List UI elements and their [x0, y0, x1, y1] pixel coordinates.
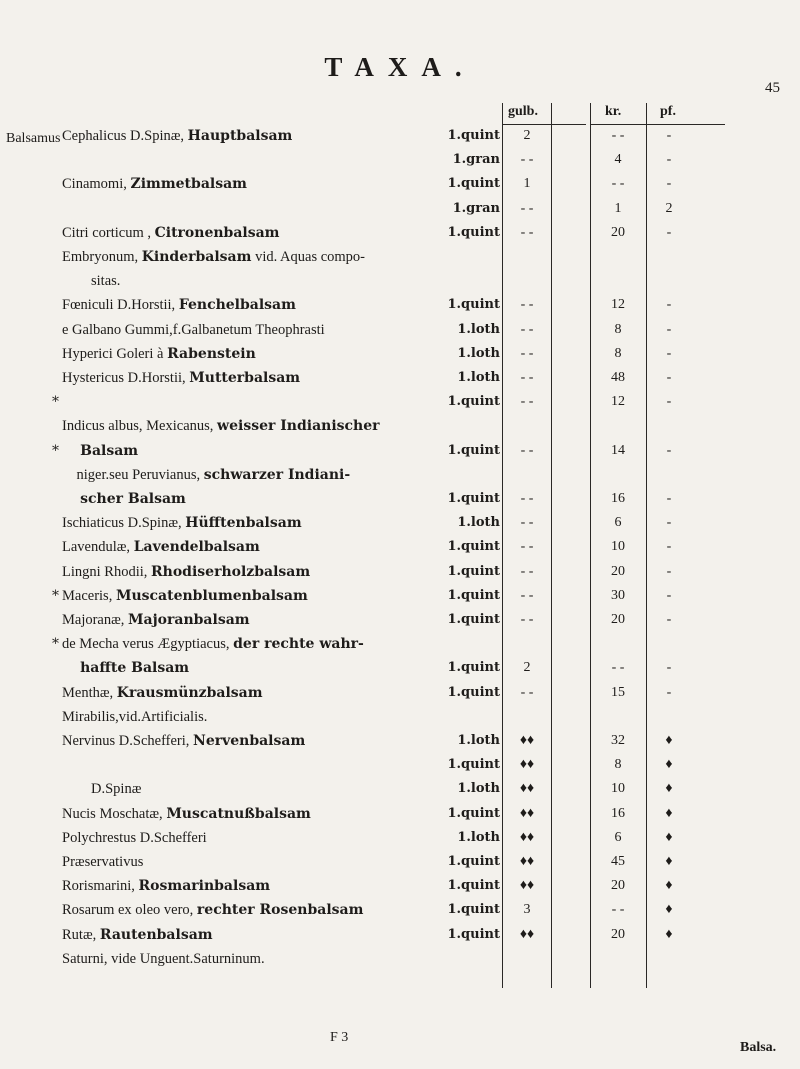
measure-unit: 1.quint: [447, 854, 500, 869]
price-gulden: - -: [520, 394, 534, 410]
price-kreuzer: 4: [614, 152, 622, 168]
table-row: [0, 539, 800, 562]
price-pfennig: ♦: [665, 757, 673, 773]
price-pfennig: ♦: [665, 781, 673, 797]
table-row: [0, 781, 800, 804]
price-kreuzer: 32: [611, 733, 625, 748]
price-kreuzer: 16: [611, 491, 625, 506]
german-name: Muscatnußbalsam: [166, 805, 311, 822]
price-gulden: ♦♦: [519, 854, 535, 869]
table-row: [0, 733, 800, 756]
entry-name: [62, 322, 325, 339]
latin-name: Hyperici Goleri à: [62, 345, 164, 362]
measure-unit: 1.quint: [447, 394, 500, 410]
price-gulden: - -: [520, 587, 534, 603]
german-name: Rosmarinbalsam: [138, 878, 271, 895]
price-pfennig: -: [666, 587, 672, 603]
catchword: Balsa.: [740, 1040, 777, 1055]
entry-note: vid. Aquas compo-: [251, 249, 366, 265]
price-kreuzer: 12: [611, 297, 625, 313]
price-pfennig: ♦: [665, 854, 673, 869]
table-row: [0, 709, 800, 732]
table-row: [0, 757, 800, 780]
measure-unit: 1.quint: [447, 902, 500, 918]
price-kreuzer: 8: [614, 321, 622, 337]
price-pfennig: ♦: [665, 878, 673, 894]
table-row: [0, 588, 800, 611]
latin-name: Ischiaticus D.Spinæ,: [62, 515, 182, 532]
measure-unit: 1.quint: [447, 297, 500, 313]
german-name: Rabenstein: [167, 345, 256, 362]
measure-unit: 1.quint: [447, 805, 500, 821]
price-gulden: - -: [520, 442, 534, 458]
price-kreuzer: 8: [614, 345, 622, 361]
price-pfennig: ♦: [665, 805, 673, 821]
price-pfennig: -: [666, 394, 672, 410]
table-row: [0, 830, 800, 853]
price-kreuzer: - -: [611, 176, 625, 192]
price-gulden: - -: [520, 224, 534, 240]
entry-name: [62, 781, 141, 798]
latin-name: [62, 660, 77, 676]
table-row: [0, 564, 800, 587]
price-gulden: - -: [520, 200, 534, 216]
entry-name: [62, 346, 256, 363]
measure-unit: 1.loth: [457, 829, 500, 845]
latin-name: Polychrestus D.Schefferi: [62, 829, 207, 846]
price-kreuzer: 20: [611, 224, 625, 240]
german-name: Muscatenblumenbalsam: [115, 587, 308, 604]
entry-name: [62, 225, 279, 242]
price-pfennig: -: [666, 684, 672, 700]
price-gulden: ♦♦: [519, 733, 535, 748]
latin-name: Præservativus: [62, 854, 144, 870]
price-kreuzer: - -: [611, 902, 625, 918]
measure-unit: 1.quint: [447, 926, 500, 942]
measure-unit: 1.quint: [447, 224, 500, 240]
measure-unit: 1.loth: [457, 345, 500, 361]
entry-name: [62, 854, 143, 871]
price-kreuzer: 45: [611, 854, 625, 869]
german-name: Hauptbalsam: [187, 128, 293, 144]
latin-name: Citri corticum ,: [62, 224, 151, 241]
table-row: [0, 467, 800, 490]
table-row: [0, 685, 800, 708]
price-kreuzer: 20: [611, 612, 625, 627]
table-row: [0, 854, 800, 877]
price-pfennig: -: [666, 321, 672, 337]
measure-unit: 1.quint: [447, 684, 500, 700]
price-pfennig: -: [666, 128, 672, 143]
price-gulden: - -: [520, 345, 534, 361]
price-kreuzer: 15: [611, 684, 625, 700]
price-gulden: 1: [523, 176, 531, 192]
price-gulden: - -: [520, 152, 534, 168]
price-kreuzer: 1: [614, 200, 622, 216]
measure-unit: 1.loth: [457, 781, 500, 797]
price-gulden: - -: [520, 370, 534, 385]
table-row: [0, 370, 800, 393]
entry-name: [62, 564, 310, 581]
table-row: [0, 394, 800, 417]
table-row: [0, 927, 800, 950]
price-kreuzer: 6: [614, 829, 622, 845]
german-name: Lavendelbalsam: [133, 539, 260, 556]
measure-unit: 1.gran: [452, 152, 500, 168]
entry-name: [62, 636, 364, 653]
german-name: Krausmünzbalsam: [116, 684, 263, 701]
german-name: Rautenbalsam: [99, 926, 213, 943]
latin-name: Lavendulæ,: [62, 539, 131, 556]
latin-name: Indicus albus, Mexicanus,: [62, 418, 214, 435]
entry-name: [62, 588, 308, 605]
latin-name: Cinamomi,: [62, 176, 127, 193]
entry-name: [62, 491, 186, 508]
measure-unit: 1.loth: [457, 321, 500, 337]
measure-unit: 1.gran: [452, 200, 500, 216]
latin-name: Lingni Rhodii,: [62, 563, 148, 580]
latin-name: [62, 491, 77, 507]
table-row: [0, 152, 800, 175]
measure-unit: 1.quint: [447, 612, 500, 627]
price-gulden: - -: [520, 539, 534, 555]
german-name: haffte Balsam: [80, 660, 190, 677]
table-row: [0, 346, 800, 369]
price-pfennig: -: [666, 224, 672, 240]
latin-name: de Mecha verus Ægyptiacus,: [62, 636, 230, 653]
price-pfennig: ♦: [665, 733, 673, 748]
table-row: [0, 951, 800, 974]
entry-name: [62, 685, 263, 702]
header-rule: [503, 124, 586, 125]
price-gulden: ♦♦: [519, 757, 535, 773]
price-gulden: ♦♦: [519, 926, 535, 942]
price-pfennig: -: [666, 515, 672, 531]
price-pfennig: -: [666, 612, 672, 627]
entry-name: [62, 176, 247, 193]
entry-name: [62, 902, 363, 919]
measure-unit: 1.quint: [447, 442, 500, 458]
entry-name: [62, 467, 350, 484]
german-name: scher Balsam: [80, 491, 186, 507]
latin-name: Mirabilis,vid.Artificialis.: [62, 708, 208, 725]
german-name: rechter Rosenbalsam: [196, 902, 364, 919]
price-pfennig: -: [666, 442, 672, 458]
price-gulden: ♦♦: [519, 878, 535, 894]
table-row: [0, 297, 800, 320]
latin-name: Hystericus D.Horstii,: [62, 370, 186, 386]
latin-name: Nucis Moschatæ,: [62, 805, 163, 822]
price-gulden: 2: [523, 128, 531, 143]
german-name: Nervenbalsam: [193, 733, 306, 749]
price-gulden: - -: [520, 297, 534, 313]
german-name: Rhodiserholzbalsam: [151, 563, 311, 580]
entry-name: [62, 951, 265, 968]
table-row: [0, 322, 800, 345]
german-name: Hüfftenbalsam: [185, 515, 302, 532]
table-row: [0, 878, 800, 901]
table-row: [0, 515, 800, 538]
signature-mark: F 3: [330, 1030, 349, 1045]
latin-name: Nervinus D.Schefferi,: [62, 733, 190, 749]
table-row: [0, 273, 800, 296]
latin-name: Rosarum ex oleo vero,: [62, 902, 194, 919]
margin-label: Balsamus: [6, 131, 61, 146]
german-name: der rechte wahr-: [233, 636, 364, 653]
table-row: [0, 636, 800, 659]
latin-name: Saturni, vide Unguent.Saturninum.: [62, 950, 265, 967]
entry-name: [62, 733, 305, 750]
price-pfennig: -: [666, 491, 672, 506]
price-gulden: 3: [523, 902, 531, 918]
table-row: [0, 201, 800, 224]
german-name: Fenchelbalsam: [178, 297, 296, 314]
latin-name: Maceris,: [62, 587, 113, 604]
table-row: [0, 225, 800, 248]
table-row: [0, 418, 800, 441]
german-name: Citronenbalsam: [154, 224, 280, 241]
price-kreuzer: 10: [611, 539, 625, 555]
table-row: [0, 128, 800, 151]
price-pfennig: -: [666, 152, 672, 168]
price-pfennig: 2: [665, 200, 673, 216]
price-kreuzer: 48: [611, 370, 625, 385]
price-kreuzer: 20: [611, 563, 625, 579]
measure-unit: 1.loth: [457, 515, 500, 531]
entry-name: [62, 612, 250, 629]
price-pfennig: ♦: [665, 829, 673, 845]
price-pfennig: ♦: [665, 926, 673, 942]
entry-name: [62, 443, 138, 460]
price-pfennig: -: [666, 345, 672, 361]
measure-unit: 1.loth: [457, 370, 500, 385]
measure-unit: 1.quint: [447, 878, 500, 894]
asterisk-mark: *: [52, 636, 59, 653]
measure-unit: 1.quint: [447, 563, 500, 579]
price-gulden: 2: [523, 660, 531, 676]
latin-name: D.Spinæ: [62, 781, 142, 798]
column-header-pfennig: pf.: [660, 104, 676, 119]
entry-name: [62, 128, 292, 145]
price-kreuzer: - -: [611, 128, 625, 143]
measure-unit: 1.quint: [447, 660, 500, 676]
price-kreuzer: 12: [611, 394, 625, 410]
entry-name: [62, 660, 189, 677]
entry-name: [62, 370, 300, 387]
price-pfennig: -: [666, 660, 672, 676]
entry-name: [62, 539, 260, 556]
german-name: Majoranbalsam: [128, 612, 250, 628]
price-gulden: ♦♦: [519, 829, 535, 845]
entry-name: [62, 273, 120, 290]
german-name: weisser Indianischer: [217, 418, 380, 435]
latin-name: Fœniculi D.Horstii,: [62, 297, 176, 314]
price-kreuzer: 6: [614, 515, 622, 531]
german-name: schwarzer Indiani-: [203, 466, 351, 483]
page-title: TAXA.: [324, 52, 476, 82]
table-row: [0, 806, 800, 829]
page-number: 45: [765, 80, 780, 96]
price-kreuzer: 20: [611, 926, 625, 942]
latin-name: niger.seu Peruvianus,: [62, 466, 201, 483]
price-pfennig: -: [666, 539, 672, 555]
header-rule: [590, 124, 725, 125]
table-row: [0, 443, 800, 466]
measure-unit: 1.quint: [447, 128, 500, 143]
price-kreuzer: 14: [611, 442, 625, 458]
entry-name: [62, 249, 365, 266]
latin-name: Rutæ,: [62, 926, 97, 943]
german-name: Kinderbalsam: [141, 249, 252, 265]
price-gulden: ♦♦: [519, 781, 535, 797]
measure-unit: 1.quint: [447, 587, 500, 603]
latin-name: sitas.: [62, 273, 121, 290]
table-row: [0, 612, 800, 635]
measure-unit: 1.loth: [457, 733, 500, 748]
latin-name: Cephalicus D.Spinæ,: [62, 128, 185, 144]
price-pfennig: -: [666, 370, 672, 385]
price-kreuzer: 8: [614, 757, 622, 773]
price-kreuzer: 16: [611, 805, 625, 821]
price-gulden: - -: [520, 563, 534, 579]
measure-unit: 1.quint: [447, 491, 500, 506]
price-pfennig: -: [666, 176, 672, 192]
latin-name: Embryonum,: [62, 249, 139, 265]
entry-name: [62, 927, 213, 944]
table-row: [0, 902, 800, 925]
price-gulden: - -: [520, 321, 534, 337]
price-gulden: - -: [520, 612, 534, 627]
measure-unit: 1.quint: [447, 176, 500, 192]
price-pfennig: ♦: [665, 902, 673, 918]
price-pfennig: -: [666, 563, 672, 579]
entry-name: [62, 878, 270, 895]
price-gulden: - -: [520, 515, 534, 531]
price-kreuzer: - -: [611, 660, 625, 676]
price-gulden: ♦♦: [519, 805, 535, 821]
column-header-kreuzer: kr.: [605, 104, 622, 119]
asterisk-mark: *: [52, 442, 59, 459]
entry-name: [62, 709, 207, 726]
entry-name: [62, 806, 311, 823]
table-row: [0, 660, 800, 683]
entry-name: [62, 418, 380, 435]
latin-name: Majoranæ,: [62, 612, 125, 628]
measure-unit: 1.quint: [447, 757, 500, 773]
table-row: [0, 176, 800, 199]
asterisk-mark: *: [52, 394, 59, 411]
price-gulden: - -: [520, 684, 534, 700]
column-header-gulden: gulb.: [508, 104, 538, 119]
price-pfennig: -: [666, 297, 672, 313]
german-name: Mutterbalsam: [189, 370, 301, 386]
latin-name: [62, 443, 77, 459]
price-kreuzer: 20: [611, 878, 625, 894]
price-gulden: - -: [520, 491, 534, 506]
entry-name: [62, 515, 302, 532]
price-kreuzer: 10: [611, 781, 625, 797]
measure-unit: 1.quint: [447, 539, 500, 555]
entry-name: [62, 830, 207, 847]
table-row: [0, 249, 800, 272]
german-name: Zimmetbalsam: [130, 176, 247, 193]
price-kreuzer: 30: [611, 587, 625, 603]
latin-name: Menthæ,: [62, 684, 114, 701]
german-name: Balsam: [80, 442, 139, 459]
entry-name: [62, 297, 296, 314]
table-row: [0, 491, 800, 514]
latin-name: Rorismarini,: [62, 878, 135, 895]
latin-name: e Galbano Gummi,f.Galbanetum Theophrasti: [62, 321, 325, 338]
asterisk-mark: *: [52, 587, 59, 604]
